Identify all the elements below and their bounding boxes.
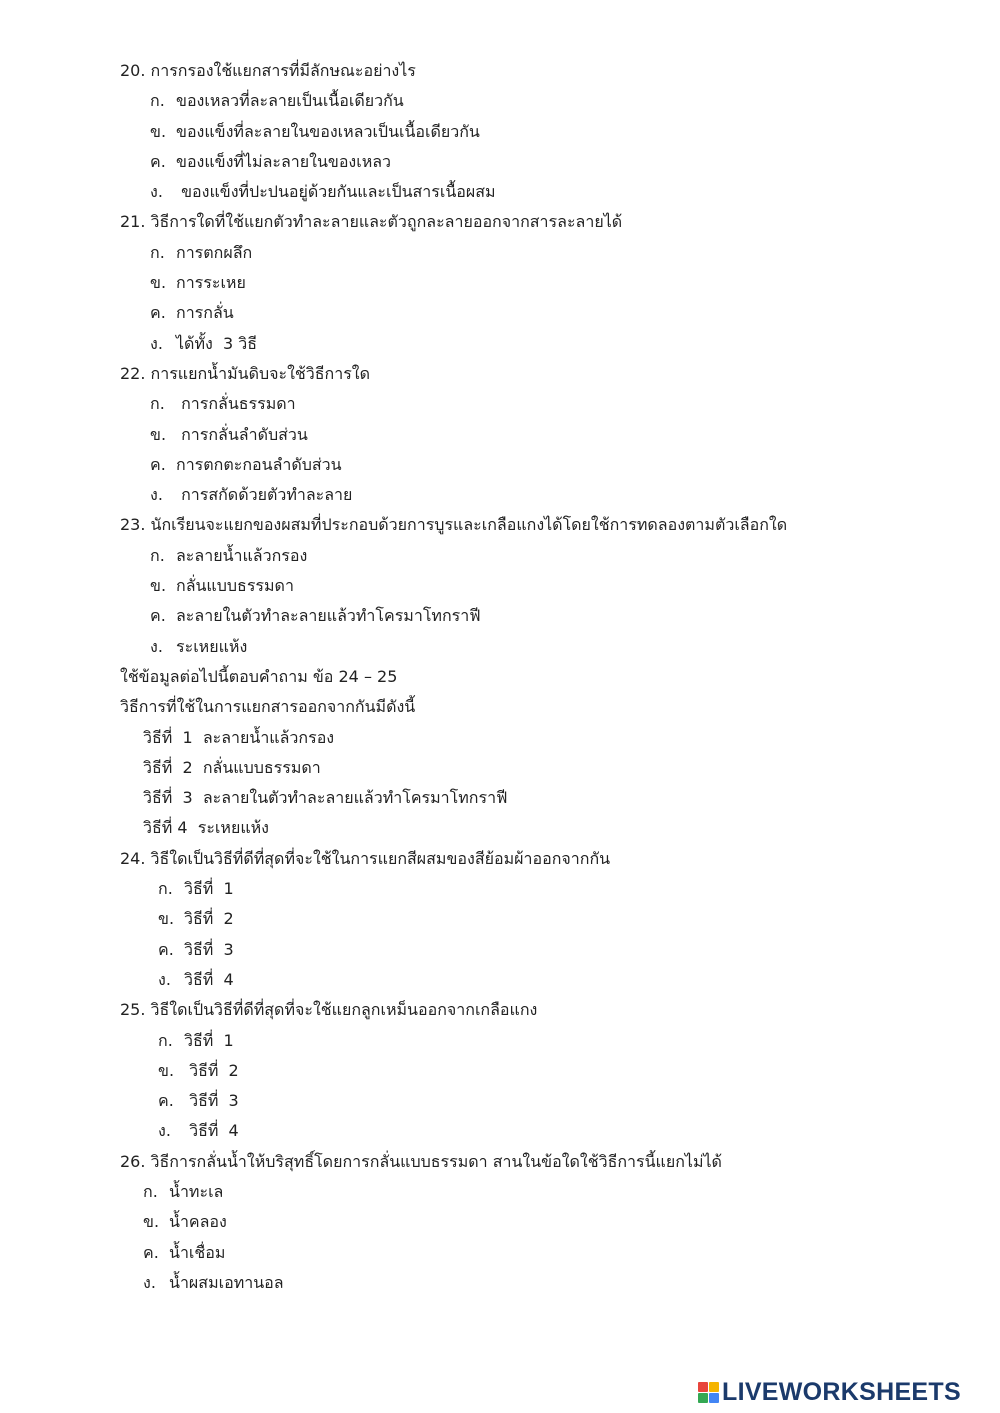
option-label: ง. <box>158 969 171 989</box>
answer-option <box>0 268 1000 298</box>
option-label: ก. <box>150 242 165 262</box>
question <box>0 56 1000 86</box>
option-label: ข. <box>158 909 175 929</box>
answer-option <box>0 1056 1000 1086</box>
answer-option <box>0 238 1000 268</box>
liveworksheets-logo <box>698 1378 961 1407</box>
question <box>0 359 1000 389</box>
instruction-text <box>0 692 1000 722</box>
option-label: ก. <box>150 394 165 414</box>
option-label: ก. <box>158 879 173 899</box>
question-text: 26. วิธีการกลั่นน้ำให้บริสุทธิ์โดยการกลั่นแบบธรรมดา สานในข้อใดใช้วิธีการนี้แยกไม่ได้ <box>120 1151 722 1171</box>
option-label: ข. <box>158 1060 175 1080</box>
option-label: ค. <box>143 1242 159 1262</box>
answer-option <box>0 117 1000 147</box>
line-text: วิธีที่ 1 <box>184 879 234 899</box>
line-text: วิธีที่ 4 ระเหยแห้ง <box>143 818 269 838</box>
line-text: น้ำทะเล <box>169 1181 224 1201</box>
line-text: วิธีที่ 1 ละลายน้ำแล้วกรอง <box>143 727 335 747</box>
answer-option <box>0 389 1000 419</box>
method-item <box>0 813 1000 843</box>
line-text: ของแข็งที่ไม่ละลายในของเหลว <box>176 151 392 171</box>
line-text: การระเหย <box>176 273 246 293</box>
answer-option <box>0 935 1000 965</box>
answer-option <box>0 1268 1000 1298</box>
line-text: การกลั่นลำดับส่วน <box>176 424 308 444</box>
option-label: ก. <box>150 91 165 111</box>
answer-option <box>0 1207 1000 1237</box>
line-text: การสกัดด้วยตัวทำละลาย <box>176 485 353 505</box>
answer-option <box>0 450 1000 480</box>
line-text: การกลั่น <box>176 303 234 323</box>
question-text: 25. วิธีใดเป็นวิธีที่ดีที่สุดที่จะใช้แยกลูกเหม็นออกจากเกลือแกง <box>120 1000 538 1020</box>
line-text: วิธีที่ 2 <box>184 909 234 929</box>
option-label: ง. <box>150 182 163 202</box>
answer-option <box>0 541 1000 571</box>
line-text: น้ำคลอง <box>169 1212 227 1232</box>
question <box>0 995 1000 1025</box>
option-label: ข. <box>150 424 167 444</box>
line-text: ละลายในตัวทำละลายแล้วทำโครมาโทกราฟี <box>176 606 481 626</box>
answer-option <box>0 147 1000 177</box>
line-text: วิธีที่ 2 <box>184 1060 239 1080</box>
question <box>0 1147 1000 1177</box>
option-label: ค. <box>150 606 166 626</box>
option-label: ก. <box>143 1181 158 1201</box>
question <box>0 844 1000 874</box>
answer-option <box>0 904 1000 934</box>
line-text: วิธีการที่ใช้ในการแยกสารออกจากกันมีดังนี้ <box>120 697 416 717</box>
option-label: ง. <box>150 485 163 505</box>
answer-option <box>0 420 1000 450</box>
answer-option <box>0 601 1000 631</box>
option-label: ก. <box>158 1030 173 1050</box>
answer-option <box>0 177 1000 207</box>
answer-option <box>0 1238 1000 1268</box>
answer-option <box>0 86 1000 116</box>
line-text: การกลั่นธรรมดา <box>176 394 296 414</box>
answer-option <box>0 1026 1000 1056</box>
answer-option <box>0 298 1000 328</box>
line-text: วิธีที่ 4 <box>184 969 234 989</box>
question-text: 21. วิธีการใดที่ใช้แยกตัวทำละลายและตัวถูกละลายออกจากสารละลายได้ <box>120 212 623 232</box>
line-text: วิธีที่ 3 <box>184 939 234 959</box>
line-text: ของแข็งที่ละลายในของเหลวเป็นเนื้อเดียวกัน <box>176 121 480 141</box>
line-text: วิธีที่ 4 <box>184 1121 239 1141</box>
question-text: 23. นักเรียนจะแยกของผสมที่ประกอบด้วยการบูรและเกลือแกงได้โดยใช้การทดลองตามตัวเลือกใด <box>120 515 788 535</box>
line-text: วิธีที่ 2 กลั่นแบบธรรมดา <box>143 757 321 777</box>
line-text: น้ำผสมเอทานอล <box>169 1272 284 1292</box>
instruction-text <box>0 662 1000 692</box>
line-text: น้ำเชื่อม <box>169 1242 226 1262</box>
logo-mark-icon <box>698 1382 719 1403</box>
line-text: วิธีที่ 3 ละลายในตัวทำละลายแล้วทำโครมาโทกราฟี <box>143 788 508 808</box>
line-text: วิธีที่ 3 <box>184 1091 239 1111</box>
option-label: ค. <box>150 303 166 323</box>
question-text: 24. วิธีใดเป็นวิธีที่ดีที่สุดที่จะใช้ในการแยกสีผสมของสีย้อมผ้าออกจากกัน <box>120 848 611 868</box>
method-item <box>0 723 1000 753</box>
option-label: ข. <box>150 576 167 596</box>
option-label: ข. <box>143 1212 160 1232</box>
question <box>0 510 1000 540</box>
question-text: 20. การกรองใช้แยกสารที่มีลักษณะอย่างไร <box>120 61 416 80</box>
worksheet-content <box>0 56 1000 1298</box>
answer-option <box>0 1086 1000 1116</box>
option-label: ค. <box>150 454 166 474</box>
answer-option <box>0 632 1000 662</box>
option-label: ค. <box>150 151 166 171</box>
method-item <box>0 783 1000 813</box>
line-text: การตกตะกอนลำดับส่วน <box>176 454 342 474</box>
option-label: ค. <box>158 939 174 959</box>
question <box>0 207 1000 237</box>
method-item <box>0 753 1000 783</box>
option-label: ง. <box>158 1121 171 1141</box>
line-text: วิธีที่ 1 <box>184 1030 234 1050</box>
option-label: ก. <box>150 545 165 565</box>
line-text: ละลายน้ำแล้วกรอง <box>176 545 308 565</box>
answer-option <box>0 874 1000 904</box>
answer-option <box>0 571 1000 601</box>
line-text: ได้ทั้ง 3 วิธี <box>176 333 257 353</box>
option-label: ง. <box>143 1272 156 1292</box>
answer-option <box>0 1116 1000 1146</box>
question-text: 22. การแยกน้ำมันดิบจะใช้วิธีการใด <box>120 363 370 383</box>
option-label: ค. <box>158 1091 174 1111</box>
line-text: การตกผลึก <box>176 242 253 262</box>
answer-option <box>0 480 1000 510</box>
option-label: ง. <box>150 636 163 656</box>
line-text: ระเหยแห้ง <box>176 636 248 656</box>
answer-option <box>0 1177 1000 1207</box>
line-text: ของแข็งที่ปะปนอยู่ด้วยกันและเป็นสารเนื้อผสม <box>176 182 496 202</box>
line-text: ของเหลวที่ละลายเป็นเนื้อเดียวกัน <box>176 91 404 111</box>
answer-option <box>0 329 1000 359</box>
option-label: ข. <box>150 273 167 293</box>
option-label: ง. <box>150 333 163 353</box>
line-text: ใช้ข้อมูลต่อไปนี้ตอบคำถาม ข้อ 24 – 25 <box>120 666 398 686</box>
option-label: ข. <box>150 121 167 141</box>
logo-text: LIVEWORKSHEETS <box>722 1378 961 1406</box>
answer-option <box>0 965 1000 995</box>
line-text: กลั่นแบบธรรมดา <box>176 576 294 596</box>
